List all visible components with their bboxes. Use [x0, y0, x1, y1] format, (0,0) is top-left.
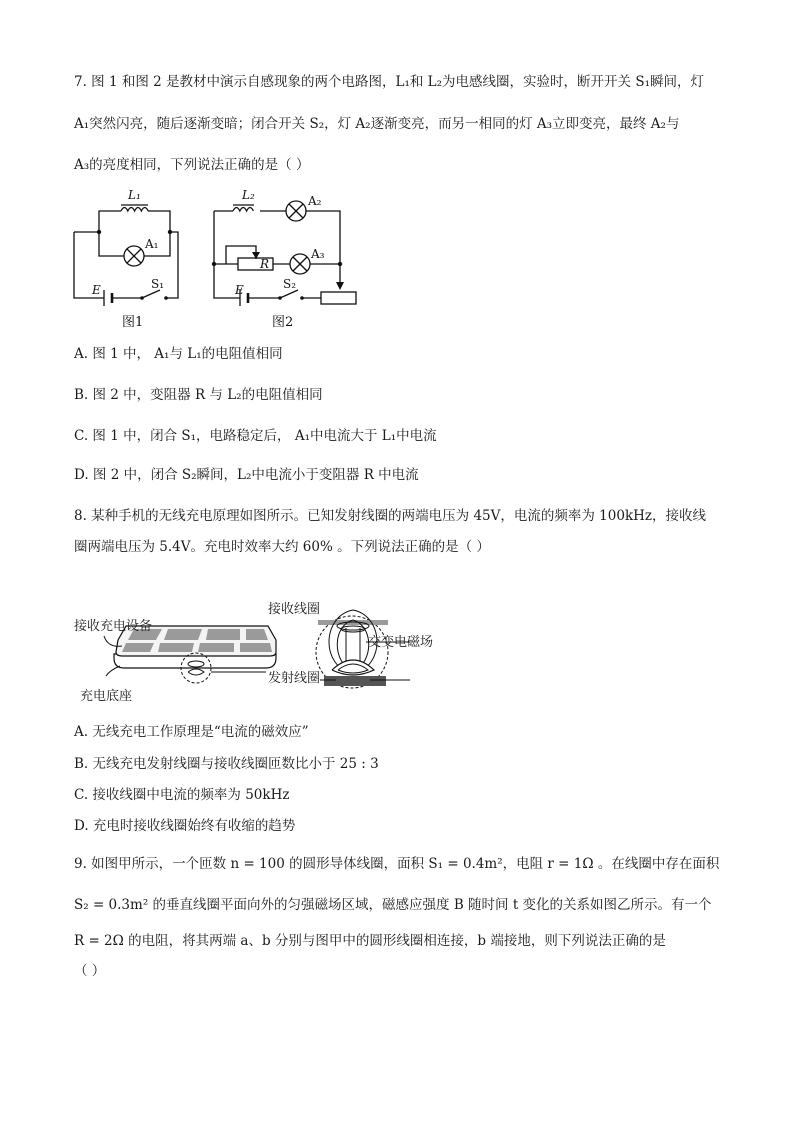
fig2-label-a3: A₃ — [311, 247, 325, 261]
fig1-label-s: S₁ — [151, 277, 165, 291]
fig2-label-a2: A₂ — [308, 194, 322, 208]
q9-stem-line-2: S₂ = 0.3m² 的垂直线圈平面向外的匀强磁场区域，磁感应强度 B 随时间 t 变化的关系如图乙所示。有一个 — [74, 897, 712, 913]
q7-stem-line-1: 7. 图 1 和图 2 是教材中演示自感现象的两个电路图，L₁和 L₂为电感线圈，实验时，断开开关 S₁瞬间，灯 — [74, 74, 705, 90]
fig2-label-e: E — [235, 283, 244, 297]
q9-stem-line-4: （ ） — [74, 963, 106, 979]
fig2-label-s: S₂ — [283, 277, 297, 291]
label-transmit-coil: 发射线圈 — [268, 671, 321, 686]
q8-option-a: A. 无线充电工作原理是“电流的磁效应” — [74, 724, 309, 740]
fig2-label-l: L₂ — [242, 188, 255, 202]
q8-option-b: B. 无线充电发射线圈与接收线圈匝数比小于 25 : 3 — [74, 756, 379, 772]
fig1-label-a: A₁ — [145, 237, 159, 251]
q8-option-c: C. 接收线圈中电流的频率为 50kHz — [74, 787, 290, 803]
q7-option-d: D. 图 2 中，闭合 S₂瞬间，L₂中电流小于变阻器 R 中电流 — [74, 467, 419, 483]
q7-stem-line-3: A₃的亮度相同，下列说法正确的是（ ） — [74, 157, 310, 173]
fig2-caption: 图2 — [272, 315, 294, 330]
fig2-label-r: R — [260, 257, 270, 271]
label-alternating-field: 交变电磁场 — [368, 635, 434, 650]
label-receive-coil: 接收线圈 — [268, 602, 321, 617]
q9-stem-line-1: 9. 如图甲所示，一个匝数 n = 100 的圆形导体线圈，面积 S₁ = 0.4m²，电阻 r = 1Ω 。在线圈中存在面积 — [74, 856, 720, 872]
q8-wireless-charging-figure — [70, 596, 450, 708]
q7-stem-line-2: A₁突然闪亮，随后逐渐变暗；闭合开关 S₂，灯 A₂逐渐变亮，而另一相同的灯 A₃立即变亮，最终 A₂与 — [74, 116, 680, 132]
label-charging-base: 充电底座 — [80, 689, 133, 704]
q7-option-c: C. 图 1 中，闭合 S₁，电路稳定后， A₁中电流大于 L₁中电流 — [74, 428, 437, 444]
fig1-label-e: E — [92, 283, 101, 297]
fig2-inductor-icon — [233, 208, 253, 212]
q7-option-a: A. 图 1 中， A₁与 L₁的电阻值相同 — [74, 346, 283, 362]
label-receiving-device: 接收充电设备 — [74, 619, 153, 634]
q8-option-d: D. 充电时接收线圈始终有收缩的趋势 — [74, 818, 296, 834]
fig1-label-l: L₁ — [128, 188, 141, 202]
q7-option-b: B. 图 2 中，变阻器 R 与 L₂的电阻值相同 — [74, 387, 323, 403]
q9-stem-line-3: R = 2Ω 的电阻，将其两端 a、b 分别与图甲中的圆形线圈相连接，b 端接地，则下列说法正确的是 — [74, 933, 666, 949]
fig1-inductor-icon — [121, 208, 148, 212]
q8-stem-line-1: 8. 某种手机的无线充电原理如图所示。已知发射线圈的两端电压为 45V，电流的频率为 100kHz，接收线 — [74, 508, 707, 524]
fig1-caption: 图1 — [122, 315, 144, 330]
q8-stem-line-2: 圈两端电压为 5.4V。充电时效率大约 60% 。下列说法正确的是（ ） — [74, 539, 490, 555]
q7-circuit-figures — [66, 186, 366, 332]
